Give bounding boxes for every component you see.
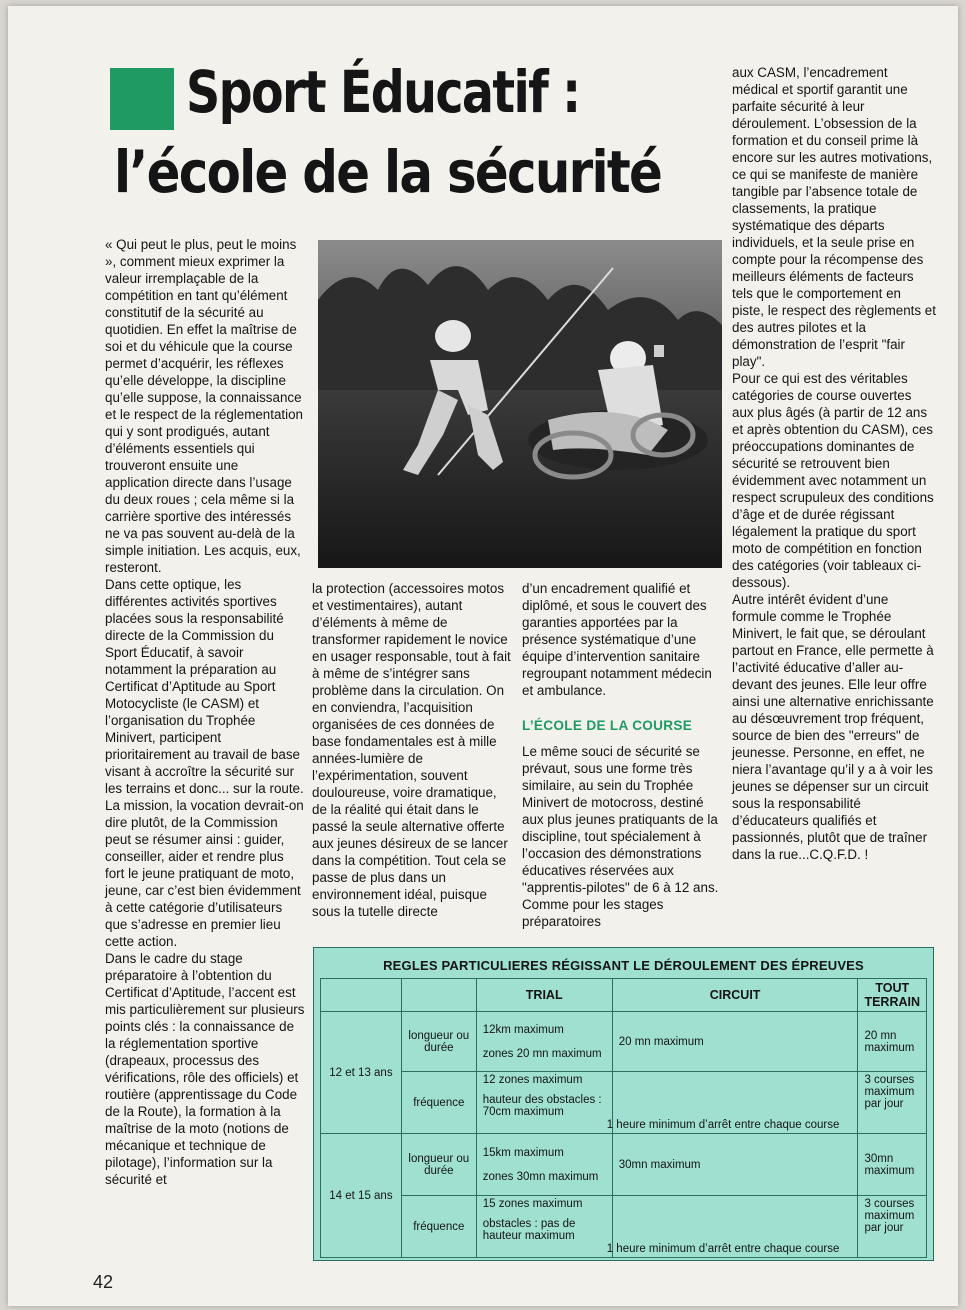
page-number: 42 <box>93 1272 114 1292</box>
age-group-cell: 14 et 15 ans <box>321 1134 402 1258</box>
trial-cell <box>476 1012 612 1072</box>
col1-paragraph: Dans cette optique, les différentes activités sportives placées sous la responsabilité directe de la Commission du Sport Éducatif, à savoir notamment la préparation au Certificat d’Aptitude au Sport Motocycliste (le CASM) et l’organisation du Trophée Minivert, participent prioritairement au travail de base visant à accroître la sécurité sur les terrains et donc... sur la route. <box>105 577 304 796</box>
age-group-cell: 12 et 13 ans <box>321 1012 402 1134</box>
col1-paragraph: La mission, la vocation devrait-on dire plutôt, de la Commission peut se résumer ainsi : guider, conseiller, aider et rendre plus fort le jeune pratiquant de moto, jeune, car c’est bien évidemment à cette catégorie d’utilisateurs que s’adresse en premier lieu cette action. <box>105 798 304 949</box>
trial-cell <box>476 1134 612 1196</box>
col3-paragraph: Le même souci de sécurité se prévaut, sous une forme très similaire, au sein du Trophée Minivert de motocross, destiné aux plus jeunes pratiquants de la discipline, tout spécialement à l’occasion des démonstrations éducatives réservées aux "apprentis-pilotes" de 6 à 12 ans. Comme pour les stages préparatoires <box>522 744 719 929</box>
col4-paragraph: aux CASM, l’encadrement médical et sportif garantit une parfaite sécurité à leur déroulement. L’obsession de la formation et du conseil prime là encore sur les autres motivations, ce qui se manifeste de manière tangible par l’absence totale de classements, la pratique systématique des départs individuels, et la seule prise en compte pour la récompense des meilleurs éléments de facteurs tels que le comportement en piste, le respect des règlements et des autres pilotes et la démonstration de l’esprit "fair play". <box>732 65 936 369</box>
span-note: 1 heure minimum d’arrêt entre chaque course <box>606 1119 840 1131</box>
table-header-circuit: CIRCUIT <box>612 979 858 1012</box>
cell-line: 12km maximum <box>482 1023 564 1036</box>
table-caption: REGLES PARTICULIERES RÉGISSANT LE DÉROULEMENT DES ÉPREUVES <box>321 952 927 979</box>
table-row <box>321 1134 927 1196</box>
table-row <box>321 1012 927 1072</box>
motocross-photo-illustration <box>318 240 722 568</box>
trial-cell <box>476 1196 612 1258</box>
row-label-cell: fréquence <box>401 1072 476 1134</box>
column-2 <box>312 580 514 920</box>
span-note: 1 heure minimum d’arrêt entre chaque course <box>606 1243 840 1255</box>
cell-line: zones 30mn maximum <box>482 1170 599 1183</box>
table-header-empty <box>401 979 476 1012</box>
cell-line: hauteur des obstacles : 70cm maximum <box>482 1094 602 1118</box>
row-label-cell: longueur ou durée <box>401 1012 476 1072</box>
row-label-cell: fréquence <box>401 1196 476 1258</box>
cell-line: 15km maximum <box>482 1146 564 1159</box>
table-header-trial: TRIAL <box>476 979 612 1012</box>
circuit-cell: 20 mn maximum <box>612 1012 858 1072</box>
cell-line: obstacles : pas de hauteur maximum <box>482 1218 576 1242</box>
cell-line: zones 20 mn maximum <box>482 1047 602 1060</box>
section-subheading: L’ÉCOLE DE LA COURSE <box>522 718 693 733</box>
trial-cell <box>476 1072 612 1134</box>
circuit-cell: 30mn maximum <box>612 1134 858 1196</box>
rules-table <box>320 952 927 1258</box>
motocross-photo <box>318 240 722 568</box>
col2-paragraph: la protection (accessoires motos et vestimentaires), autant d’éléments à même de transformer rapidement le novice en usager responsable, tout à fait à même de s’intégrer sans problème dans la circulation. On en conviendra, l’acquisition organisées de ces données de base fondamentales est à mille années-lumière de l’expérimentation, souvent douloureuse, voire dramatique, de la réalité qui était dans le passé la seule alternative offerte aux jeunes désireux de se lancer dans la compétition. Tout cela se passe de plus dans un environnement idéal, puisque sous la tutelle directe <box>312 581 511 919</box>
tout-terrain-cell: 20 mn maximum <box>858 1012 927 1072</box>
col4-paragraph: Pour ce qui est des véritables catégories de course ouvertes aux plus âgés (à partir de 12 ans et après obtention du CASM), ces préoccupations dominantes de sécurité se retrouvent bien évidemment avec notamment un respect scrupuleux des conditions d’âge et de durée régissant légalement la pratique du sport moto de compétition en fonction des catégories (voir tableaux ci-dessous). <box>732 371 934 590</box>
column-3 <box>522 580 722 930</box>
title-green-square <box>110 68 174 130</box>
column-4 <box>732 64 936 863</box>
tout-terrain-cell: 3 courses maximum par jour <box>858 1196 927 1258</box>
column-1 <box>105 236 305 1188</box>
title-line-2: l’école de la sécurité <box>114 138 662 206</box>
tout-terrain-cell: 30mn maximum <box>858 1134 927 1196</box>
row-label-cell: longueur ou durée <box>401 1134 476 1196</box>
table-row <box>321 1072 927 1134</box>
cell-line: 12 zones maximum <box>482 1074 583 1086</box>
table-header-empty <box>321 979 402 1012</box>
col4-paragraph: Autre intérêt évident d’une formule comme le Trophée Minivert, le fait que, se déroulant partout en France, elle permette à l’activité éducative d’aller au-devant des jeunes. Elle leur offre ainsi une alternative enrichissante au désœuvrement trop fréquent, source de bien des "erreurs" de jeunesse. Personne, en effet, ne niera l’avantage qu’il y a à voir les jeunes se dépenser sur un circuit sous la responsabilité d’éducateurs qualifiés et passionnés, plutôt que de traîner dans la rue...C.Q.F.D. ! <box>732 592 934 862</box>
tout-terrain-cell: 3 courses maximum par jour <box>858 1072 927 1134</box>
circuit-cell <box>606 1072 858 1134</box>
cell-line: 15 zones maximum <box>482 1198 583 1210</box>
col3-paragraph: d’un encadrement qualifié et diplômé, et sous le couvert des garanties apportées par la présence systématique d’une équipe d’intervention sanitaire regroupant notamment médecin et ambulance. <box>522 581 712 698</box>
rules-table-box <box>313 947 934 1261</box>
col1-paragraph: Dans le cadre du stage préparatoire à l’obtention du Certificat d’Aptitude, l’accent est mis particulièrement sur plusieurs points clés : la connaissance de la réglementation sportive (drapeaux, processus des vérifications, rôle des officiels) et routière (apprentissage du Code de la Route), la formation à la maîtrise de la moto (notions de mécanique et technique de pilotage), l’information sur la sécurité et <box>105 951 305 1187</box>
title-line-1: Sport Éducatif : <box>186 58 580 126</box>
circuit-cell <box>606 1196 858 1258</box>
table-header-tout-terrain: TOUT TERRAIN <box>858 979 927 1012</box>
col1-paragraph: « Qui peut le plus, peut le moins », comment mieux exprimer la valeur irremplaçable de la compétition en tant qu’élément constitutif de la sécurité au quotidien. En effet la maîtrise de soi et du véhicule que la course permet d’acquérir, les réflexes qu’elle développe, la discipline qu’elle suppose, la connaissance et le respect de la réglementation qui y sont prodigués, autant d’éléments essentiels qui trouveront ensuite une application directe dans l’usage du deux roues ; cela même si la carrière sportive des intéressés ne va pas souvent au-delà de la simple initiation. Les acquis, eux, resteront. <box>105 237 304 575</box>
table-row <box>321 1196 927 1258</box>
